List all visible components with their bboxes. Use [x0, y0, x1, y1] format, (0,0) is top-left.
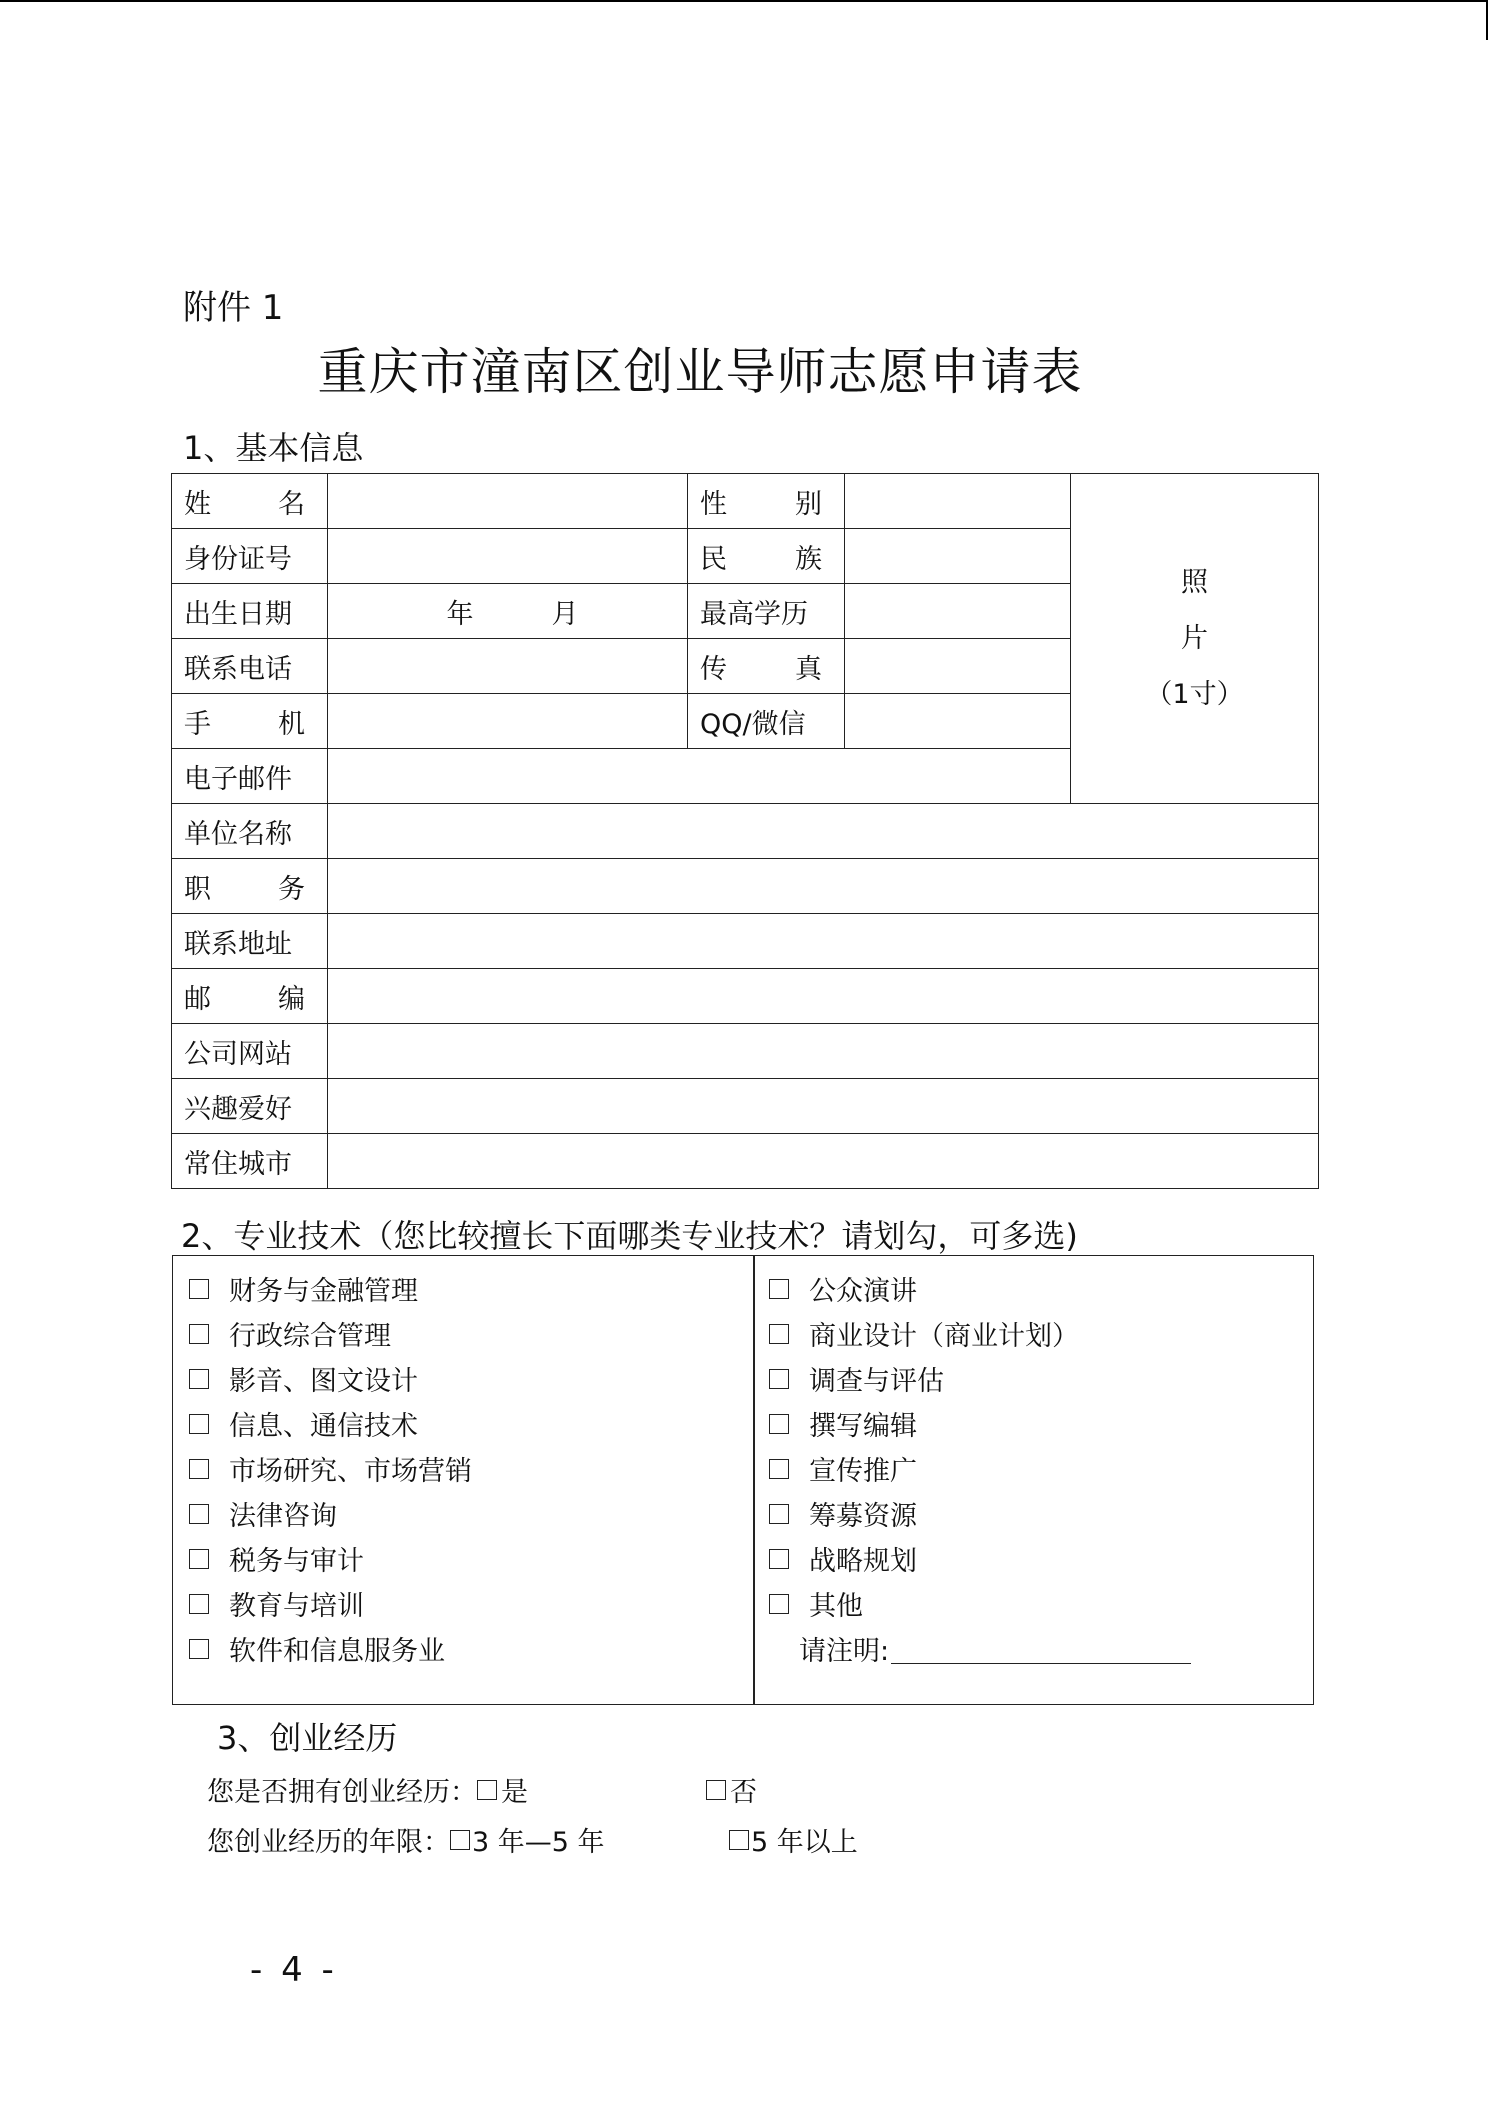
email-label: 电子邮件 — [172, 749, 328, 804]
list-item[interactable]: 战略规划 — [769, 1536, 1191, 1581]
list-item[interactable]: 法律咨询 — [189, 1491, 472, 1536]
experience-question-label: 您是否拥有创业经历： — [207, 1777, 477, 1808]
month-label: 月 — [551, 598, 579, 630]
checkbox-yes[interactable] — [477, 1780, 497, 1800]
other-note-label: 请注明: — [799, 1636, 890, 1667]
website-field[interactable] — [328, 1024, 1319, 1079]
list-item[interactable]: 软件和信息服务业 — [189, 1626, 472, 1671]
birth-date-field[interactable] — [328, 584, 688, 639]
checkbox[interactable] — [189, 1594, 209, 1614]
table-row — [172, 914, 1319, 969]
checkbox[interactable] — [189, 1639, 209, 1659]
years-question — [207, 1820, 605, 1859]
list-item[interactable]: 其他 — [769, 1581, 1191, 1626]
page-title: 重庆市潼南区创业导师志愿申请表 — [317, 343, 1083, 401]
list-item[interactable]: 信息、通信技术 — [189, 1401, 472, 1446]
table-row — [172, 859, 1319, 914]
skills-left-column — [189, 1266, 472, 1671]
gender-label: 性 别 — [688, 474, 845, 529]
column-divider — [753, 1256, 755, 1704]
education-label: 最高学历 — [688, 584, 845, 639]
checkbox[interactable] — [769, 1369, 789, 1389]
id-number-field[interactable] — [328, 529, 688, 584]
list-item[interactable]: 市场研究、市场营销 — [189, 1446, 472, 1491]
city-field[interactable] — [328, 1134, 1319, 1189]
option-over-5-years: 5 年以上 — [751, 1827, 858, 1858]
list-item[interactable]: 公众演讲 — [769, 1266, 1191, 1311]
website-label: 公司网站 — [172, 1024, 328, 1079]
checkbox[interactable] — [189, 1414, 209, 1434]
mobile-label: 手 机 — [172, 694, 328, 749]
experience-question — [207, 1770, 528, 1809]
attachment-label: 附件 1 — [183, 288, 284, 328]
list-item[interactable]: 宣传推广 — [769, 1446, 1191, 1491]
checkbox[interactable] — [769, 1459, 789, 1479]
year-label: 年 — [446, 598, 474, 630]
years-over-5-option — [729, 1820, 858, 1859]
years-question-label: 您创业经历的年限： — [207, 1827, 450, 1858]
section-skills-heading: 2、专业技术（您比较擅长下面哪类专业技术？请划勾，可多选) — [181, 1217, 1078, 1255]
page-number: - 4 - — [250, 1950, 338, 1990]
top-border — [0, 0, 1488, 2]
checkbox[interactable] — [769, 1549, 789, 1569]
list-item[interactable]: 财务与金融管理 — [189, 1266, 472, 1311]
hobbies-field[interactable] — [328, 1079, 1319, 1134]
position-label: 职 务 — [172, 859, 328, 914]
name-label: 姓 名 — [172, 474, 328, 529]
list-item[interactable]: 筹募资源 — [769, 1491, 1191, 1536]
checkbox-no[interactable] — [706, 1780, 726, 1800]
list-item[interactable]: 税务与审计 — [189, 1536, 472, 1581]
table-row — [172, 1079, 1319, 1134]
birth-date-label: 出生日期 — [172, 584, 328, 639]
option-3-5-years: 3 年—5 年 — [472, 1827, 605, 1858]
checkbox[interactable] — [189, 1459, 209, 1479]
ethnicity-label: 民 族 — [688, 529, 845, 584]
basic-info-table — [171, 473, 1319, 1189]
section-experience-heading: 3、创业经历 — [217, 1719, 398, 1757]
gender-field[interactable] — [845, 474, 1071, 529]
address-label: 联系地址 — [172, 914, 328, 969]
name-field[interactable] — [328, 474, 688, 529]
other-note — [769, 1626, 1191, 1671]
postcode-label: 邮 编 — [172, 969, 328, 1024]
table-row — [172, 1134, 1319, 1189]
experience-no-option — [706, 1770, 757, 1809]
company-name-label: 单位名称 — [172, 804, 328, 859]
checkbox[interactable] — [769, 1414, 789, 1434]
address-field[interactable] — [328, 914, 1319, 969]
list-item[interactable]: 影音、图文设计 — [189, 1356, 472, 1401]
fax-field[interactable] — [845, 639, 1071, 694]
checkbox-over-5-years[interactable] — [729, 1830, 749, 1850]
skills-right-column — [769, 1266, 1191, 1671]
checkbox[interactable] — [189, 1279, 209, 1299]
checkbox[interactable] — [189, 1369, 209, 1389]
table-row — [172, 474, 1319, 529]
photo-box[interactable]: 照 片 （1寸） — [1071, 474, 1319, 804]
qq-wechat-label: QQ/微信 — [688, 694, 845, 749]
yes-label: 是 — [501, 1777, 528, 1808]
position-field[interactable] — [328, 859, 1319, 914]
ethnicity-field[interactable] — [845, 529, 1071, 584]
list-item[interactable]: 教育与培训 — [189, 1581, 472, 1626]
list-item[interactable]: 调查与评估 — [769, 1356, 1191, 1401]
checkbox[interactable] — [189, 1504, 209, 1524]
list-item[interactable]: 行政综合管理 — [189, 1311, 472, 1356]
checkbox-3-5-years[interactable] — [450, 1830, 470, 1850]
email-field[interactable] — [328, 749, 1071, 804]
company-name-field[interactable] — [328, 804, 1319, 859]
qq-wechat-field[interactable] — [845, 694, 1071, 749]
other-note-input[interactable] — [891, 1633, 1191, 1664]
phone-field[interactable] — [328, 639, 688, 694]
checkbox[interactable] — [769, 1504, 789, 1524]
section-basic-info-heading: 1、基本信息 — [183, 429, 364, 467]
postcode-field[interactable] — [328, 969, 1319, 1024]
no-label: 否 — [730, 1777, 757, 1808]
table-row — [172, 804, 1319, 859]
education-field[interactable] — [845, 584, 1071, 639]
table-row — [172, 969, 1319, 1024]
checkbox[interactable] — [769, 1279, 789, 1299]
id-number-label: 身份证号 — [172, 529, 328, 584]
fax-label: 传 真 — [688, 639, 845, 694]
checkbox[interactable] — [769, 1324, 789, 1344]
list-item[interactable]: 撰写编辑 — [769, 1401, 1191, 1446]
table-row — [172, 1024, 1319, 1079]
hobbies-label: 兴趣爱好 — [172, 1079, 328, 1134]
checkbox[interactable] — [769, 1594, 789, 1614]
skills-box — [172, 1255, 1314, 1705]
phone-label: 联系电话 — [172, 639, 328, 694]
mobile-field[interactable] — [328, 694, 688, 749]
list-item[interactable]: 商业设计（商业计划） — [769, 1311, 1191, 1356]
checkbox[interactable] — [189, 1549, 209, 1569]
city-label: 常住城市 — [172, 1134, 328, 1189]
checkbox[interactable] — [189, 1324, 209, 1344]
